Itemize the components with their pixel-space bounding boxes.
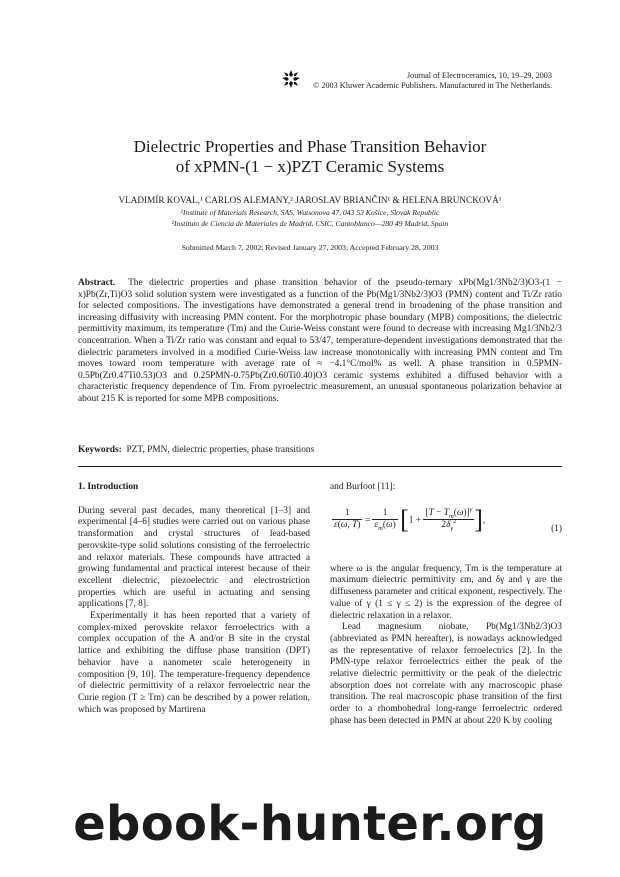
- abstract-label: Abstract.: [78, 278, 116, 288]
- equation-body: $\frac{1}{\varepsilon(\omega, T)}$ = $\frac{1}{\varepsilon_m(\omega)}$ [1 + $\frac{[T - T_m(\omega)]^\gamma}{2\delta_\gamma^2}$ ],: [334, 504, 486, 534]
- keywords: [78, 445, 562, 455]
- copyright-notice: © 2003 Kluwer Academic Publishers. Manufactured in The Netherlands.: [313, 81, 552, 90]
- author-list: VLADIMÍR KOVAL,¹ CARLOS ALEMANY,² JAROSLAV BRIANČIN¹ & HELENA BRUNCKOVÁ¹: [118, 195, 502, 205]
- abstract-text: The dielectric properties and phase transition behavior of the pseudo-ternary xPb(Mg1/3Nb2/3)O3-(1 − x)Pb(Zr,Ti)O3 solid solution system were investigated as a function of the Pb(Mg1/3Nb2/3)O3 (PMN) content and Ti/Zr ratio for selected compositions. The investigations have demonstrated a general trend in broadening of the phase transition and increasing diffusivity with increasing PMN content. For the morphotropic phase boundary (MPB) compositions, the dielectric permittivity maximum, its temperature (Tm) and the Curie-Weiss constant were found to decrease with increasing Mg1/3Nb2/3 concentration. When a Ti/Zr ratio was constant and equal to 53/47, temperature-dependent investigations demonstrated that the dielectric parameters involved in a modified Curie-Weiss law increase monotonically with increasing PMN content and Tm moves toward room temperature with average rate of ≈ −4.1°C/mol% as well. A phase transition in 0.5PMN-0.5Pb(Zr0.47Ti0.53)O3 and 0.25PMN-0.75Pb(Zr0.60Ti0.40)O3 ceramic systems exhibited a diffused behavior with a characteristic frequency dependence of Tm. From pyroelectric measurement, an unusual spontaneous polarization behavior at about 215 K is reported for some MPB compositions.: [78, 278, 562, 404]
- affiliation-1: ¹Institute of Materials Research, SAS, Watsonova 47, 043 53 Košice, Slovak Republic: [180, 208, 440, 217]
- abstract: [78, 278, 562, 406]
- publisher-logo-icon: [281, 69, 301, 89]
- title-line-2: of xPMN-(1 − x)PZT Ceramic Systems: [175, 157, 445, 176]
- right-column: [330, 482, 562, 728]
- equation-1: [330, 500, 562, 556]
- keywords-text: PZT, PMN, dielectric properties, phase transitions: [126, 445, 315, 455]
- paper-title: [0, 137, 620, 177]
- intro-paragraph-3: Lead magnesium niobate, Pb(Mg1/3Nb2/3)O3 (abbreviated as PMN hereafter), is nowadays acknowledged as the representative of relaxor ferroelectrics [2]. In the PMN-type relaxor ferroelectrics either the peak of the relative dielectric permittivity or the peak of the dielectric absorption does not correlate with any macroscopic phase transition. The real macroscopic phase transition of the first order to a rhombohedral long-range ferroelectric ordered phase has been detected in PMN at about 220 K by cooling: [330, 622, 562, 726]
- section-heading: 1. Introduction: [78, 482, 139, 492]
- left-column: [78, 482, 310, 716]
- journal-header: [313, 71, 552, 91]
- intro-paragraph-2: Experimentally it has been reported that a variety of complex-mixed perovskite relaxor ferroelectrics with a complex occupation of the A and/or B site in the crystal lattice and exhibiting the diffuse phase transition (DPT) behavior have a nanometer scale heterogeneity in composition [9, 10]. The temperature-frequency dependence of dielectric permittivity of a relaxor ferroelectric near the Curie region (T ≥ Tm) can be described by a power relation, which was proposed by Martirena: [78, 611, 310, 715]
- submission-dates: Submitted March 7, 2002; Revised January 27, 2003; Accepted February 28, 2003: [181, 243, 439, 252]
- intro-paragraph-1: During several past decades, many theoretical [1–3] and experimental [4–6] studies were carried out on various phase transformation and crystal structures of lead-based perovskite-type solid solutions consisting of the ferroelectric and relaxor materials. These compounds have attracted a growing fundamental and practical interest because of their excellent dielectric, piezoelectric and electrostriction properties which are useful in actuating and sensing applications [7, 8].: [78, 505, 310, 610]
- keywords-label: Keywords:: [78, 445, 122, 455]
- equation-number: (1): [551, 523, 562, 534]
- equation-explanation: where ω is the angular frequency, Tm is the temperature at maximum dielectric permittivity εm, and δγ and γ are the diffuseness parameter and critical exponent, respectively. The value of γ (1 ≤ γ ≤ 2) is the expression of the degree of dielectric relaxation in a relaxor.: [330, 563, 562, 621]
- title-line-1: Dielectric Properties and Phase Transition Behavior: [133, 137, 487, 156]
- affiliation-2: ²Instituto de Ciencia de Materiales de Madrid, CSIC, Cantoblanco—280 49 Madrid, Spain: [171, 219, 449, 228]
- journal-citation: Journal of Electroceramics, 10, 19–29, 2003: [406, 71, 552, 80]
- equation-intro: and Burfoot [11]:: [330, 482, 396, 492]
- watermark: ebook-hunter.org: [73, 796, 547, 852]
- section-divider: [78, 466, 562, 467]
